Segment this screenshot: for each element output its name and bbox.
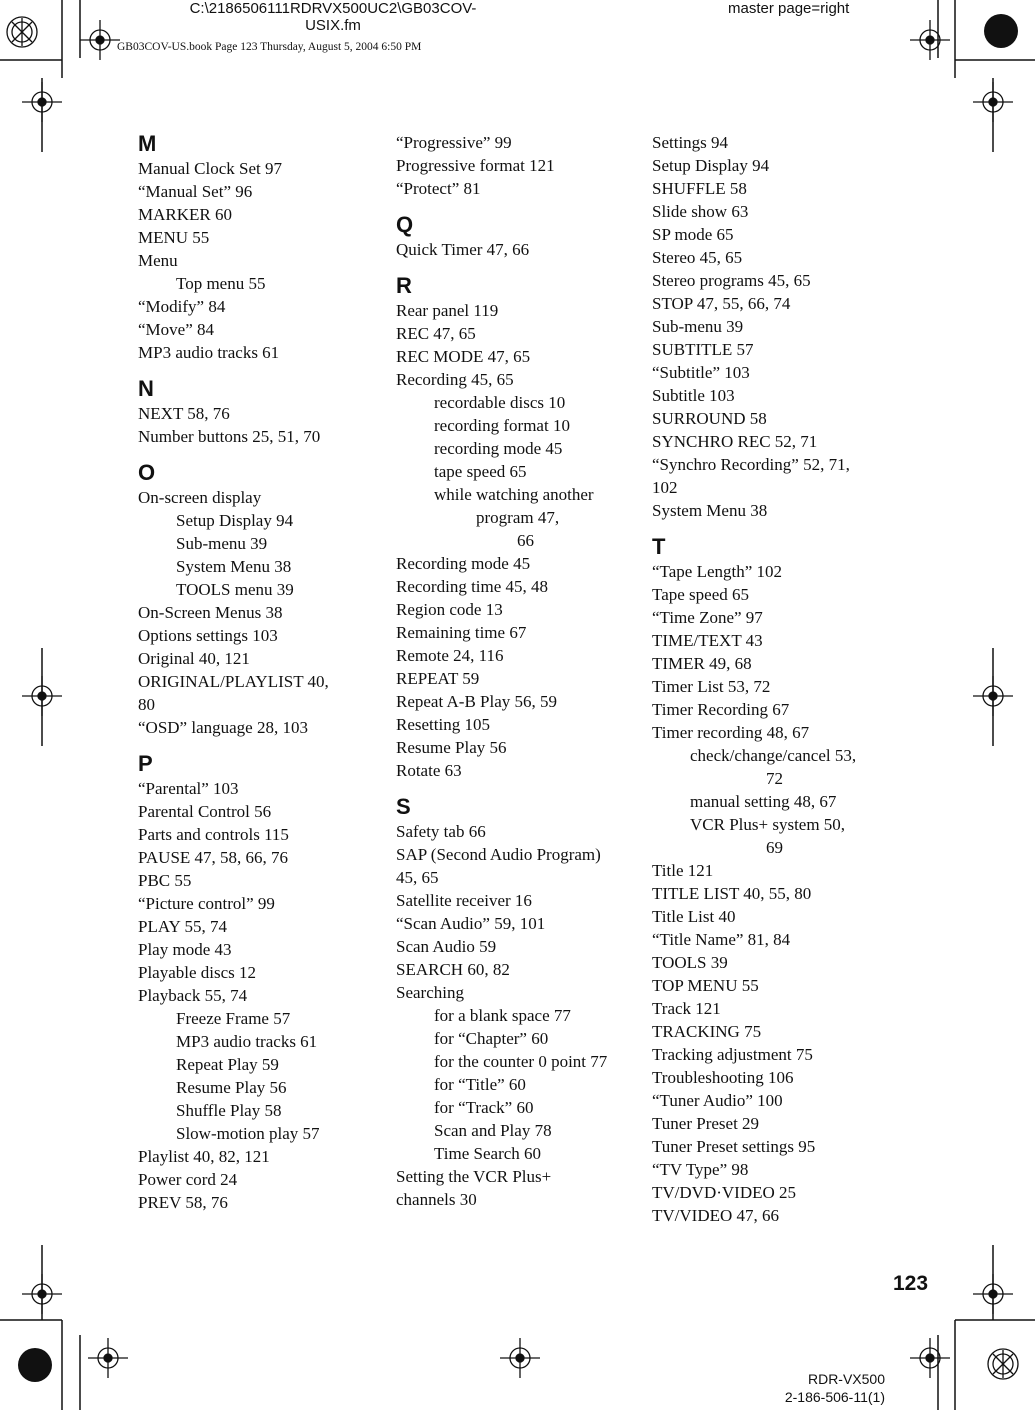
index-entry: TV/VIDEO 47, 66 xyxy=(652,1206,780,1225)
index-entry: Timer recording 48, 67 xyxy=(652,723,810,742)
index-entry: Setup Display 94 xyxy=(652,156,770,175)
page-number: 123 xyxy=(893,1272,929,1295)
index-entry: manual setting 48, 67 xyxy=(690,792,837,811)
index-entry: Troubleshooting 106 xyxy=(652,1068,794,1087)
index-entry: check/change/cancel 53, xyxy=(690,746,857,765)
index-entry: TOOLS 39 xyxy=(652,953,728,972)
crosshair-icon xyxy=(973,676,1013,716)
index-entry: TOP MENU 55 xyxy=(652,976,759,995)
index-entry: MARKER 60 xyxy=(138,205,232,224)
index-entry: while watching another xyxy=(434,485,594,504)
index-entry: TOOLS menu 39 xyxy=(176,580,294,599)
part-number: 2-186-506-11(1) xyxy=(784,1389,885,1405)
index-entry: Playback 55, 74 xyxy=(138,986,248,1005)
index-entry: Recording 45, 65 xyxy=(396,370,514,389)
index-entry: Subtitle 103 xyxy=(652,386,735,405)
index-entry: Rotate 63 xyxy=(396,761,462,780)
index-entry: “Scan Audio” 59, 101 xyxy=(396,914,546,933)
index-entry: SHUFFLE 58 xyxy=(652,179,747,198)
index-entry: “Tape Length” 102 xyxy=(652,562,783,581)
index-section-letter: P xyxy=(138,751,153,776)
index-entry: program 47, xyxy=(476,508,560,527)
crosshair-icon xyxy=(22,82,62,122)
index-entry: for “Chapter” 60 xyxy=(434,1029,549,1048)
solid-dot-icon xyxy=(980,10,1022,52)
index-entry: 80 xyxy=(138,695,155,714)
index-entry: “Parental” 103 xyxy=(138,779,239,798)
index-entry: tape speed 65 xyxy=(434,462,527,481)
index-entry: System Menu 38 xyxy=(652,501,768,520)
index-entry: Menu xyxy=(138,251,178,270)
crosshair-icon xyxy=(910,20,950,60)
index-entry: PREV 58, 76 xyxy=(138,1193,228,1212)
crosshair-icon xyxy=(88,1338,128,1378)
index-entry: Slide show 63 xyxy=(652,202,749,221)
index-entry: TRACKING 75 xyxy=(652,1022,762,1041)
index-section-letter: R xyxy=(396,273,412,298)
index-entry: On-Screen Menus 38 xyxy=(138,603,283,622)
color-target-icon xyxy=(4,14,40,50)
index-entry: Power cord 24 xyxy=(138,1170,238,1189)
index-entry: “Synchro Recording” 52, 71, xyxy=(652,455,850,474)
index-entry: REC 47, 65 xyxy=(396,324,476,343)
index-entry: 69 xyxy=(766,838,783,857)
index-entry: “Picture control” 99 xyxy=(138,894,275,913)
index-entry: TV/DVD·VIDEO 25 xyxy=(652,1183,797,1202)
index-entry: Number buttons 25, 51, 70 xyxy=(138,427,321,446)
index-entry: Tape speed 65 xyxy=(652,585,749,604)
index-entry: Manual Clock Set 97 xyxy=(138,159,283,178)
index-entry: REPEAT 59 xyxy=(396,669,480,688)
index-entry: On-screen display xyxy=(138,488,262,507)
index-entry: Stereo 45, 65 xyxy=(652,248,743,267)
index-entry: for “Title” 60 xyxy=(434,1075,526,1094)
index-entry: Region code 13 xyxy=(396,600,503,619)
index-entry: Satellite receiver 16 xyxy=(396,891,532,910)
index-entry: Safety tab 66 xyxy=(396,822,486,841)
index-entry: 72 xyxy=(766,769,783,788)
index-entry: SYNCHRO REC 52, 71 xyxy=(652,432,818,451)
index-entry: Recording time 45, 48 xyxy=(396,577,549,596)
index-entry: “Move” 84 xyxy=(138,320,215,339)
index-entry: for “Track” 60 xyxy=(434,1098,534,1117)
index-entry: Settings 94 xyxy=(652,133,729,152)
index-entry: MENU 55 xyxy=(138,228,210,247)
index-entry: STOP 47, 55, 66, 74 xyxy=(652,294,791,313)
index-entry: TIME/TEXT 43 xyxy=(652,631,763,650)
index-entry: Sub-menu 39 xyxy=(176,534,268,553)
index-entry: recording mode 45 xyxy=(434,439,563,458)
index-entry: “Modify” 84 xyxy=(138,297,226,316)
index-entry: “Protect” 81 xyxy=(396,179,481,198)
index-entry: VCR Plus+ system 50, xyxy=(690,815,846,834)
book-info-line: GB03COV-US.book Page 123 Thursday, August 5, 2004 6:50 PM xyxy=(117,41,422,53)
index-entry: 66 xyxy=(517,531,534,550)
index-entry: Play mode 43 xyxy=(138,940,232,959)
index-entry: Top menu 55 xyxy=(176,274,266,293)
index-entry: “OSD” language 28, 103 xyxy=(138,718,308,737)
index-entry: Title 121 xyxy=(652,861,714,880)
index-entry: SUBTITLE 57 xyxy=(652,340,754,359)
solid-dot-icon xyxy=(14,1344,56,1386)
index-entry: Repeat Play 59 xyxy=(176,1055,279,1074)
model-name: RDR-VX500 xyxy=(807,1371,885,1387)
index-entry: recording format 10 xyxy=(434,416,570,435)
index-entry: Time Search 60 xyxy=(434,1144,542,1163)
index-entry: Original 40, 121 xyxy=(138,649,250,668)
index-entry: “Tuner Audio” 100 xyxy=(652,1091,783,1110)
crosshair-icon xyxy=(22,676,62,716)
index-entry: Setup Display 94 xyxy=(176,511,294,530)
file-path-line-2: USIX.fm xyxy=(305,17,361,34)
index-section-letter: N xyxy=(138,376,154,401)
index-entry: Remaining time 67 xyxy=(396,623,527,642)
index-entry: Tuner Preset 29 xyxy=(652,1114,760,1133)
index-entry: REC MODE 47, 65 xyxy=(396,347,531,366)
index-entry: SURROUND 58 xyxy=(652,409,767,428)
index-entry: TIMER 49, 68 xyxy=(652,654,752,673)
index-entry: “Time Zone” 97 xyxy=(652,608,763,627)
index-entry: Timer List 53, 72 xyxy=(652,677,771,696)
index-entry: channels 30 xyxy=(396,1190,477,1209)
index-entry: recordable discs 10 xyxy=(434,393,566,412)
index-entry: Scan Audio 59 xyxy=(396,937,497,956)
index-entry: SEARCH 60, 82 xyxy=(396,960,510,979)
index-entry: System Menu 38 xyxy=(176,557,292,576)
index-entry: Searching xyxy=(396,983,464,1002)
crosshair-icon xyxy=(500,1338,540,1378)
index-entry: Repeat A-B Play 56, 59 xyxy=(396,692,558,711)
index-entry: PLAY 55, 74 xyxy=(138,917,227,936)
index-entry: Scan and Play 78 xyxy=(434,1121,552,1140)
index-entry: Freeze Frame 57 xyxy=(176,1009,291,1028)
crosshair-icon xyxy=(973,82,1013,122)
index-entry: “TV Type” 98 xyxy=(652,1160,749,1179)
index-entry: Shuffle Play 58 xyxy=(176,1101,282,1120)
index-entry: Remote 24, 116 xyxy=(396,646,504,665)
index-entry: Recording mode 45 xyxy=(396,554,531,573)
index-entry: PBC 55 xyxy=(138,871,192,890)
index-entry: PAUSE 47, 58, 66, 76 xyxy=(138,848,289,867)
index-section-letter: Q xyxy=(396,212,414,237)
index-entry: Playlist 40, 82, 121 xyxy=(138,1147,270,1166)
index-entry: Parts and controls 115 xyxy=(138,825,289,844)
index-entry: NEXT 58, 76 xyxy=(138,404,230,423)
index-entry: ORIGINAL/PLAYLIST 40, xyxy=(138,672,329,691)
index-entry: Rear panel 119 xyxy=(396,301,499,320)
index-entry: 45, 65 xyxy=(396,868,439,887)
index-entry: Stereo programs 45, 65 xyxy=(652,271,811,290)
index-entry: Resume Play 56 xyxy=(176,1078,287,1097)
index-entry: Setting the VCR Plus+ xyxy=(396,1167,552,1186)
index-entry: Timer Recording 67 xyxy=(652,700,790,719)
index-entry: Options settings 103 xyxy=(138,626,278,645)
index-entry: “Manual Set” 96 xyxy=(138,182,253,201)
index-entry: Title List 40 xyxy=(652,907,736,926)
index-entry: Sub-menu 39 xyxy=(652,317,744,336)
index-entry: “Subtitle” 103 xyxy=(652,363,750,382)
index-entry: for the counter 0 point 77 xyxy=(434,1052,608,1071)
index-entry: TITLE LIST 40, 55, 80 xyxy=(652,884,812,903)
index-entry: for a blank space 77 xyxy=(434,1006,571,1025)
index-entry: Resume Play 56 xyxy=(396,738,507,757)
index-entry: “Progressive” 99 xyxy=(396,133,512,152)
index-entry: Parental Control 56 xyxy=(138,802,272,821)
master-page-label: master page=right xyxy=(728,0,850,17)
index-entry: Tracking adjustment 75 xyxy=(652,1045,813,1064)
crosshair-icon xyxy=(910,1338,950,1378)
color-target-icon xyxy=(985,1346,1021,1382)
index-section-letter: O xyxy=(138,460,156,485)
index-entry: “Title Name” 81, 84 xyxy=(652,930,791,949)
crosshair-icon xyxy=(22,1274,62,1314)
index-entry: Resetting 105 xyxy=(396,715,490,734)
index-entry: SP mode 65 xyxy=(652,225,734,244)
index-entry: 102 xyxy=(652,478,678,497)
index-entry: Track 121 xyxy=(652,999,721,1018)
index-entry: Progressive format 121 xyxy=(396,156,555,175)
index-section-letter: M xyxy=(138,131,157,156)
index-entry: Playable discs 12 xyxy=(138,963,257,982)
file-path-line-1: C:\2186506111RDRVX500UC2\GB03COV- xyxy=(189,0,477,17)
index-entry: SAP (Second Audio Program) xyxy=(396,845,601,864)
index-entry: Slow-motion play 57 xyxy=(176,1124,320,1143)
crosshair-icon xyxy=(973,1274,1013,1314)
index-section-letter: S xyxy=(396,794,411,819)
index-section-letter: T xyxy=(652,534,666,559)
index-entry: Tuner Preset settings 95 xyxy=(652,1137,816,1156)
index-entry: MP3 audio tracks 61 xyxy=(138,343,280,362)
crosshair-icon xyxy=(80,20,120,60)
index-entry: MP3 audio tracks 61 xyxy=(176,1032,318,1051)
index-entry: Quick Timer 47, 66 xyxy=(396,240,530,259)
